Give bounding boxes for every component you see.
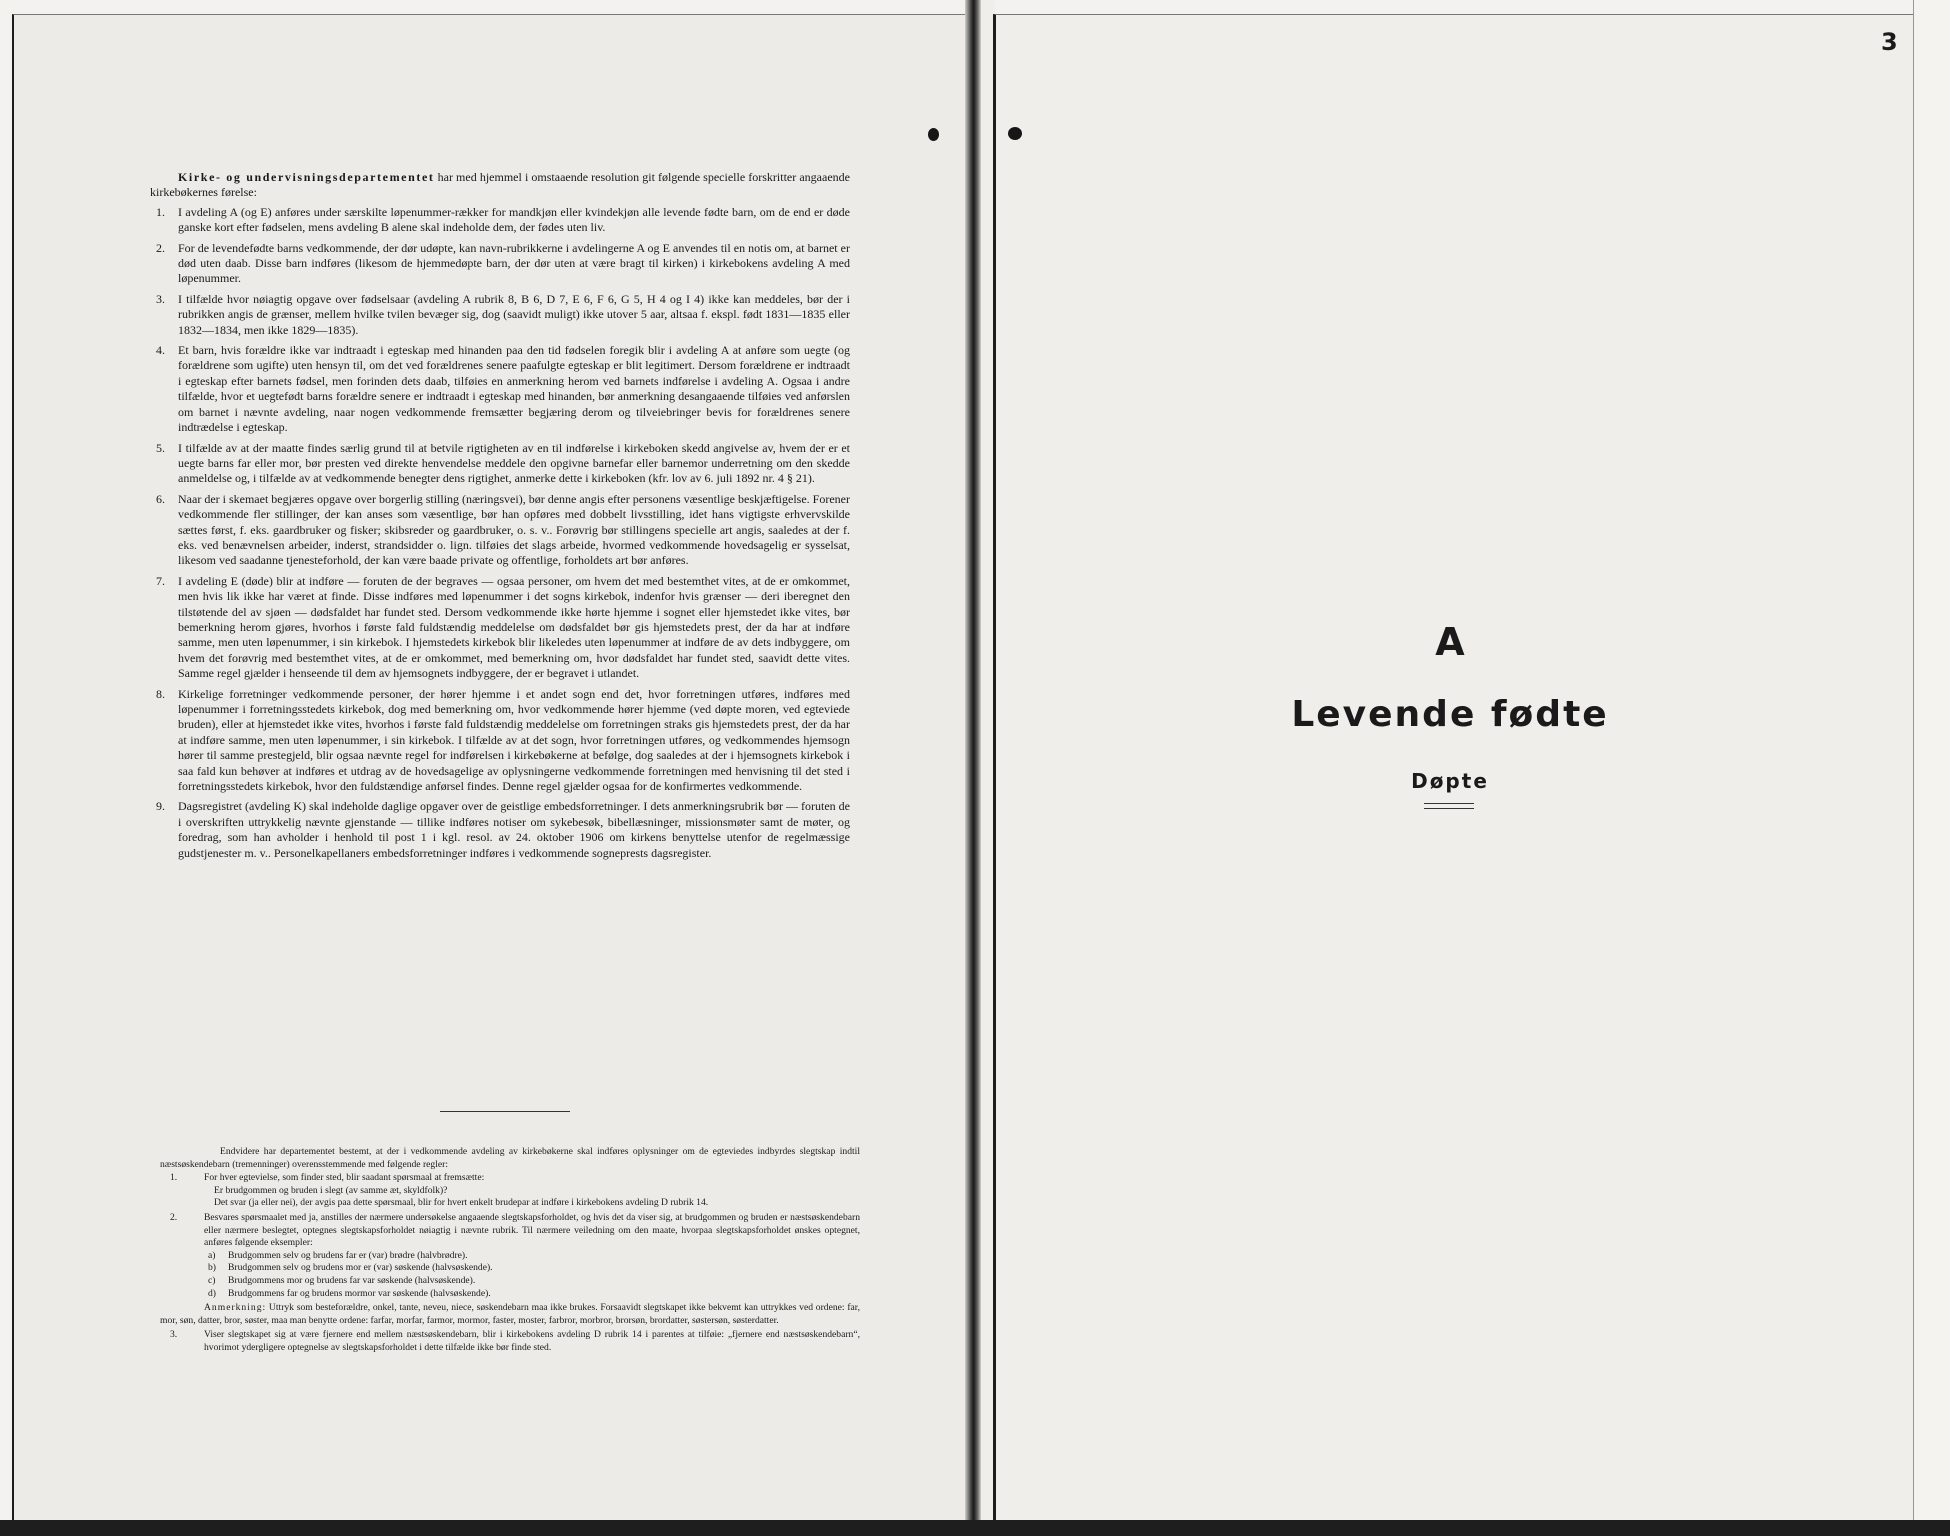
addendum-item: 3. Viser slegtskapet sig at være fjernere end mellem næstsøskendebarn, blir i kirkebokens avdeling D rubrik 14 i parentes at tilføie: „fjernere end næstsøskendebarn“, hvorimot ydergligere optegnelse av slegtskapsforholdet i dette tilfælde ikke bør finde sted. xyxy=(170,1329,860,1353)
addendum-item: 1. For hver egtevielse, som finder sted, blir saadant spørsmaal at fremsætte: Er brudgommen og bruden i slegt (av samme æt, skyldfolk)? Det svar (ja eller nei), der avgis paa dette spørsmaal, blir for hvert enkelt brudepar at indføre i kirkebokens avdeling D rubrik 14. xyxy=(170,1172,709,1209)
example-line: b) Brudgommen selv og brudens mor er (var) søskende (halvsøskende). xyxy=(208,1262,493,1274)
regulation-item: 5. I tilfælde av at der maatte findes særlig grund til at betvile rigtigheten av en til indførelse i kirkeboken skedd angivelse av, hvem der er et uegte barns far eller mor, bør presten ved direkte henvendelse meddele den opgivne barnefar eller barnemor underretning om den skedde anmeldelse og, i tilfælde av at vedkommende benegter dens rigtighet, anmerke dette i kirkeboken (kfr. lov av 6. juli 1892 nr. 4 § 21). xyxy=(156,440,850,486)
regulation-item: 3. I tilfælde hvor nøiagtig opgave over fødselsaar (avdeling A rubrik 8, B 6, D 7, E 6, F 6, G 5, H 4 og I 4) ikke kan meddeles, bør der i rubrikken angis de grænser, mellem hvilke tvilen bevæger sig, dog (saavidt muligt) ikke utover 5 aar, altsaa f. ekspl. født 1831—1835 eller 1832—1834, men ikke 1829—1835). xyxy=(156,291,850,337)
regulations-intro: Kirke- og undervisningsdepartementet har med hjemmel i omstaaende resolution git følgende specielle forskritter angaaende kirkebøkernes førelse: xyxy=(150,170,850,200)
regulation-item: 2. For de levendefødte barns vedkommende, der dør udøpte, kan navn-rubrikkerne i avdelingerne A og E anvendes til en notis om, at barnet er død uten daab. Disse barn indføres (likesom de hjemmedøpte barn, der dør uten at være bragt til kirken) i kirkebokens avdeling A med løpenummer. xyxy=(156,240,850,286)
section-title: Levende fødte xyxy=(1291,694,1609,735)
page-number: 3 xyxy=(1881,28,1898,56)
example-line: a) Brudgommen selv og brudens far er (var) brødre (halvbrødre). xyxy=(208,1249,468,1261)
regulation-item: 7. I avdeling E (døde) blir at indføre — foruten de der begraves — ogsaa personer, om hvem det med bestemthet vites, at de er omkommet, men hvis lik ikke har været at finde. Disse indføres med løpenummer i det sogns kirkebok, indenfor hvis grænser — deri iberegnet den tilstøtende del av sjøen — dødsfaldet har fundet sted. Dersom vedkommende ikke hørte hjemme i sognet eller hjemstedet ikke vites, bør bemerkning herom gjøres, hvorhos i første fald fuldstændig meddelelse om dødsfaldet bør gis hjemstedets prest, der da har at indføre samme, men uten løpenummer, i sin kirkebok. I hjemstedets kirkebok blir likeledes uten løpenummer at indføre de av dets indbyggere, om hvem det forøvrig med bestemthet vites, at de er omkommet, med bemerkning om, hvor dødsfaldet har fundet sted, saavidt dette vites. Samme regel gjælder i henseende til dem av hjemsognets indbyggere, der er begravet i utlandet. xyxy=(156,573,850,681)
addendum-intro: Endvidere har departementet bestemt, at der i vedkommende avdeling av kirkebøkerne skal indføres oplysninger om de egteviedes indbyrdes slegtskap indtil næstsøskendebarn (tremenninger) overensstemmende med følgende regler: xyxy=(160,1146,860,1170)
example-line: c) Brudgommens mor og brudens far var søskende (halvsøskende). xyxy=(208,1274,476,1286)
bottom-shadow xyxy=(0,1520,1950,1536)
section-subtitle: Døpte xyxy=(1411,769,1489,793)
regulation-item: 8. Kirkelige forretninger vedkommende personer, der hører hjemme i et andet sogn end det, hvor forretningen utføres, indføres med løpenummer i forretningsstedets kirkebok, dog med bemerkning om, hvor vedkommende hører hjemme (ved døpte moren, ved egteviede bruden), eller at hjemstedet ikke vites, hvorhos i første fald fuldstændig meddelelse om forretningen straks gis hjemstedets prest, der da har at indføre samme, men uten løpenummer, i sin kirkebok. I tilfælde av at det sogn, hvor forretningen utføres, og vedkommendes hjemsogn hører til samme prestegjeld, blir ogsaa nævnte regel for indførelsen i kirkebøkerne at befølge, dog saaledes at der i hjemsognets kirkebok i saa fald kun behøver at indføres et utdrag av de hovedsagelige av oplysningerne vedkommende forretningen med henvisning til det sted i forretningsstedets kirkebok, hvor den fuldstændige anførsel findes. Denne regel gjælder ogsaa for de konfirmertes vedkommende. xyxy=(156,686,850,794)
regulation-item: 4. Et barn, hvis forældre ikke var indtraadt i egteskap med hinanden paa den tid fødselen foregik blir i avdeling A at anføre som uegte (og forældrene som ugifte) uten hensyn til, om det ved forældrenes senere paafulgte egteskap er blit legitimert. Dersom forældrene er indtraadt i egteskap efter barnets fødsel, men forinden dets daab, tilføies en anmerkning herom ved barnets indførelse i avdeling A. Ogsaa i andre tilfælde, hvor et uegtefødt barns forældre senere er indtraadt i egteskap med hinanden, bør anmerkning desangaaende tilføies ved anførslen om barnet i nævnte avdeling, naar nogen vedkommende fremsætter begjæring derom og tilveiebringer bevis for forældrenes senere indtrædelse i egteskap. xyxy=(156,343,850,435)
example-line: d) Brudgommens far og brudens mormor var søskende (halvsøskende). xyxy=(208,1287,491,1299)
binding-hole xyxy=(1008,127,1022,140)
regulation-item: 6. Naar der i skemaet begjæres opgave over borgerlig stilling (næringsvei), bør denne angis efter personens væsentlige beskjæftigelse. Forener vedkommende fler stillinger, der kan anses som væsentlige, bør han opføres med dobbelt livsstilling, idet hans vigtigste erhvervskilde sættes først, f. eks. gaardbruker og fisker; skibsreder og gaardbruker, o. s. v.. Forøvrig bør stillingens specielle art angis, saaledes at der f. eks. ved benævnelsen arbeider, inderst, strandsidder o. lign. tilføies det slags arbeide, hvormed vedkommende hovedsagelig er sysselsat, likesom ved saadanne tjenesteforhold, der kan være baade private og offentlige, forholdets art bør anføres. xyxy=(156,491,850,568)
regulation-item: 9. Dagsregistret (avdeling K) skal indeholde daglige opgaver over de geistlige embedsforretninger. I dets anmerkningsrubrik bør — foruten de i overskriften uttrykkelig nævnte gjenstande — tillike indføres notiser om sykebesøk, bibellæsninger, missionsmøter samt de møter, og foredrag, som han avholder i henhold til post 1 i kgl. resol. av 24. oktober 1906 om kirkens benyttelse utenfor de regelmæssige gudstjenester m. v.. Personelkapellaners embedsforretninger indføres i vedkommende sogneprests dagsregister. xyxy=(156,799,850,860)
book-spine xyxy=(965,0,981,1536)
page-edge xyxy=(1913,0,1950,1536)
section-letter: A xyxy=(1435,620,1465,664)
binding-hole xyxy=(928,128,939,141)
addendum-note: Anmerkning: Uttryk som besteforældre, onkel, tante, neveu, niece, søskendebarn maa ikke brukes. Forsaavidt slegtskapet ikke bekvemt kan uttrykkes ved ordene: far, mor, søn, datter, bror, søster, maa man benytte ordene: farfar, morfar, farmor, mormor, faster, moster, farbror, morbror, brorsøn, brordatter, søstersøn, søsterdatter. xyxy=(160,1302,860,1326)
double-rule xyxy=(1424,803,1474,809)
addendum-item: 2. Besvares spørsmaalet med ja, anstilles der nærmere undersøkelse angaaende slegtskapsforholdet, og hvis det da viser sig, at brudgommen og bruden er næstsøskendebarn eller nærmere beslegtet, optegnes slegtskapsforholdet nøiagtig i nævnte rubrik. Til nærmere veiledning om den maate, hvorpaa slegtskapsforholdet ønskes optegnet, anføres følgende eksempler: a) Brudgommen selv og brudens far er (var) brødre (halvbrødre). b) Brudgommen selv og brudens mor er (var) søskende (halvsøskende). c) Brudgommens mor og brudens far var søskende (halvsøskende). d) Brudgommens far og brudens mormor var søskende (halvsøskende). xyxy=(170,1211,860,1299)
addendum-text xyxy=(160,1146,860,1357)
regulations-text xyxy=(150,170,850,866)
regulation-item: 1. I avdeling A (og E) anføres under særskilte løpenummer-rækker for mandkjøn eller kvindekjøn alle levende fødte barn, om de end er døde ganske kort efter fødselen, mens avdeling B alene skal indeholde dem, der fødes uten liv. xyxy=(156,204,850,235)
section-divider xyxy=(440,1111,570,1112)
